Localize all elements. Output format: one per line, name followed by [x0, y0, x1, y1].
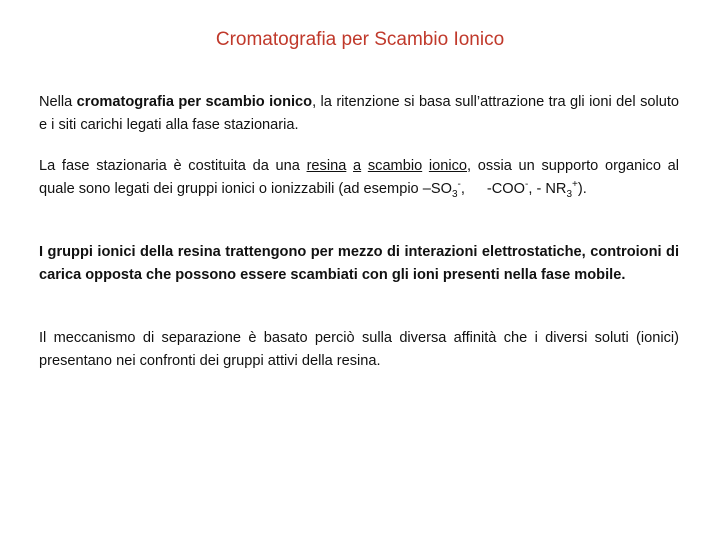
p2-sub-3: 3	[451, 188, 458, 200]
p2-underlined-resina: resina	[306, 158, 347, 174]
paragraph-stationary-phase	[39, 155, 679, 201]
paragraph-separation-mechanism: Il meccanismo di separazione è basato perciò sulla diversa affinità che i diversi soluti (ionici) presentano nei confronti dei gruppi attivi della resina.	[39, 330, 679, 369]
p1-text-a: Nella	[39, 94, 77, 110]
p2-text-e: , - NR	[528, 181, 567, 197]
p1-text-c: , la ritenzione si basa sull’attrazione tra gli ioni del soluto e i siti carichi legati alla fase stazionaria.	[39, 94, 680, 133]
p2-sup-minus: -	[457, 179, 461, 191]
paragraph-definition	[39, 91, 679, 137]
p2-underlined-a: a	[353, 158, 362, 174]
paragraph-ionic-groups: I gruppi ionici della resina trattengono per mezzo di interazioni elettrostatiche, controioni di carica opposta che possono essere scambiati con gli ioni presenti nella fase mobile.	[39, 244, 679, 283]
p2-text-b: , ossia un supporto organico al quale sono legati dei gruppi ionici o ionizzabili (ad esempio –SO	[39, 158, 679, 197]
p2-sup-minus-2: -	[525, 179, 529, 191]
p2-underlined-ionico: ionico	[428, 158, 468, 174]
p2-text-d: -COO	[486, 181, 526, 197]
p2-underlined-scambio: scambio	[367, 158, 423, 174]
p2-text-a: La fase stazionaria è costituita da una	[39, 158, 307, 174]
p2-sup-plus: +	[572, 179, 578, 191]
p2-text-c: ,	[460, 181, 465, 197]
p2-text-f: ).	[577, 181, 587, 197]
slide-title: Cromatografia per Scambio Ionico	[215, 29, 505, 50]
p1-bold-term: cromatografia per scambio ionico	[76, 94, 313, 110]
p2-sub-3-b: 3	[566, 188, 573, 200]
